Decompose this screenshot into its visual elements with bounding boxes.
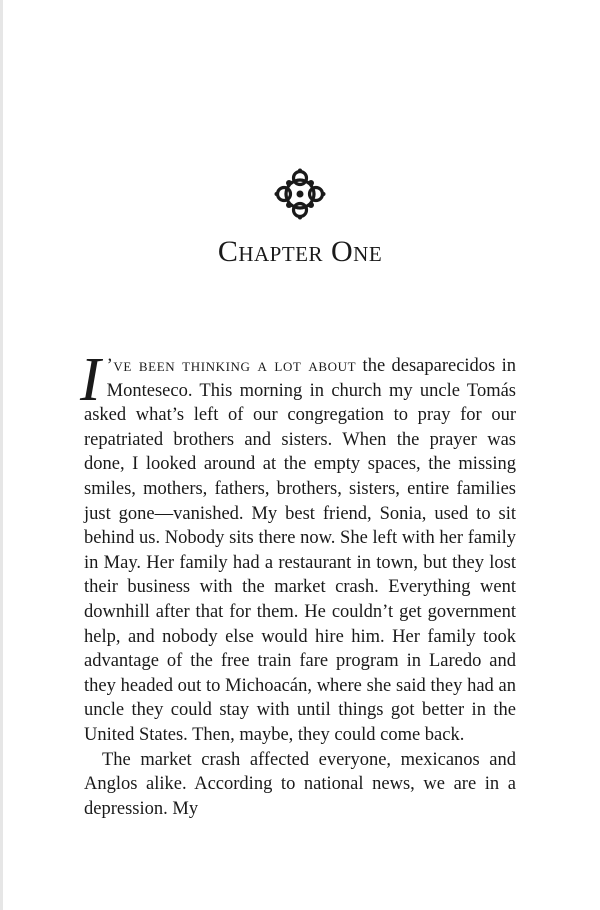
paragraph-first-text: the desaparecidos in Monteseco. This morning in church my uncle Tomás asked what’s left of our congregation to pray for our repatriated brothers and sisters. When the prayer was done, I looked around at the empty spaces, the missing smiles, mothers, fathers, brothers, sisters, entire families just gone—vanished. My best friend, Sonia, used to sit behind us. Nobody sits there now. She left with her family in May. Her family had a restaurant in town, but they lost their business with the market crash. Everything went downhill after that for them. He couldn’t get government help, and nobody else would hire him. Her family took advantage of the free train fare program in Laredo and they headed out to Michoacán, where she said they had an uncle they could stay with until things got better in the United States. Then, maybe, they could come back. bbox=[84, 356, 516, 745]
paragraph-first bbox=[80, 346, 516, 748]
chapter-title: Chapter One bbox=[217, 235, 383, 268]
drop-cap: I bbox=[80, 346, 101, 414]
paragraph-second: The market crash affected everyone, mexicanos and Anglos alike. According to national news, we are in a depression. My bbox=[84, 749, 516, 819]
lead-in-small-caps: ’ve been thinking a lot about bbox=[106, 356, 357, 376]
page-edge bbox=[0, 0, 3, 910]
quatrefoil-knot-ornament-icon bbox=[274, 168, 326, 220]
chapter-body bbox=[80, 346, 516, 821]
